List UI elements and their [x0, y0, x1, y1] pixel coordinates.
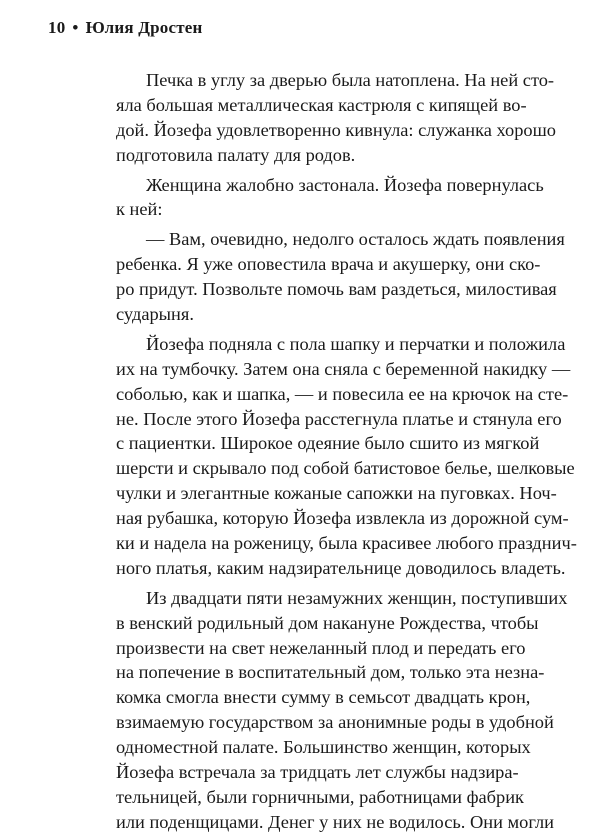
- text-line: Йозефа подняла с пола шапку и перчатки и положила: [146, 333, 566, 354]
- running-header: [48, 18, 203, 38]
- text-line: чулки и элегантные кожаные сапожки на пуговках. Ноч-: [116, 483, 557, 504]
- text-line: яла большая металлическая кастрюля с кипящей во-: [116, 94, 527, 115]
- text-line: сударыня.: [116, 304, 194, 325]
- text-line: в венский родильный дом накануне Рождества, чтобы: [116, 612, 539, 633]
- text-line: соболью, как и шапка, — и повесила ее на крючок на сте-: [116, 383, 569, 404]
- text-line: или поденщицами. Денег у них не водилось. Они могли: [116, 811, 554, 832]
- text-line: Из двадцати пяти незамужних женщин, поступивших: [146, 587, 568, 608]
- header-separator: •: [72, 18, 79, 37]
- text-line: ребенка. Я уже оповестила врача и акушерку, они ско-: [116, 254, 541, 275]
- text-line: тельницей, были горничными, работницами фабрик: [116, 786, 524, 807]
- text-line: ки и надела на роженицу, была красивее любого празднич-: [116, 533, 577, 554]
- paragraph: [0, 173, 600, 223]
- body-text: [0, 68, 600, 840]
- text-line: с пациентки. Широкое одеяние было сшито из мягкой: [116, 433, 540, 454]
- text-line: ного платья, каким надзирательнице доводилось владеть.: [116, 557, 566, 578]
- text-line: комка смогла внести сумму в семьсот двадцать крон,: [116, 687, 531, 708]
- paragraph: [0, 586, 600, 835]
- text-line: ная рубашка, которую Йозефа извлекла из дорожной сум-: [116, 508, 569, 529]
- text-line: подготовила палату для родов.: [116, 144, 356, 165]
- text-line: шерсти и скрывало под собой батистовое белье, шелковые: [116, 458, 575, 479]
- text-line: их на тумбочку. Затем она сняла с беременной накидку —: [116, 358, 571, 379]
- author-name: Юлия Дростен: [85, 18, 203, 37]
- text-line: не. После этого Йозефа расстегнула платье и стянула его: [116, 408, 562, 429]
- paragraph: [0, 68, 600, 168]
- text-line: Печка в углу за дверью была натоплена. На ней сто-: [146, 70, 555, 90]
- text-line: одноместной палате. Большинство женщин, которых: [116, 737, 531, 758]
- paragraph: [0, 227, 600, 327]
- text-line: ро придут. Позвольте помочь вам раздеться, милостивая: [116, 279, 557, 300]
- text-line: произвести на свет нежеланный плод и передать его: [116, 637, 526, 658]
- text-line: взимаемую государством за анонимные роды в удобной: [116, 712, 554, 733]
- text-line: Женщина жалобно застонала. Йозефа повернулась: [146, 174, 544, 195]
- text-line: на попечение в воспитательный дом, только эта незна-: [116, 662, 545, 683]
- page-number: 10: [48, 18, 66, 37]
- text-line: Йозефа встречала за тридцать лет службы надзира-: [116, 762, 519, 783]
- text-line: дой. Йозефа удовлетворенно кивнула: служанка хорошо: [116, 119, 556, 140]
- text-line: — Вам, очевидно, недолго осталось ждать появления: [146, 229, 565, 250]
- text-line: к ней:: [116, 199, 163, 220]
- paragraph: [0, 332, 600, 581]
